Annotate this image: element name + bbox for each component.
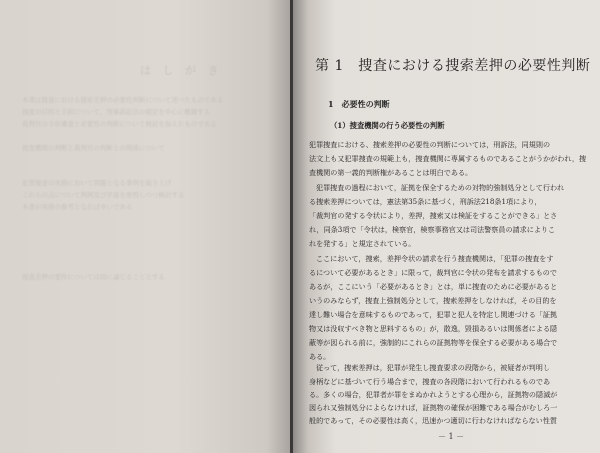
body-text-line: る。多くの場合，犯罪者が罪をまぬかれようとする心理から，証拠物の隠滅が [309,390,558,399]
chapter-title: 第 1 捜査における捜索差押の必要性判断 [315,58,591,74]
body-text-line: 従って，捜索差押は，犯罪が発生し捜査要求の段階から，被疑者が判明し [316,363,550,372]
ghost-text-line: 裁判官の令状審査と必要性の判断について検討を加えたものである [22,120,217,128]
body-text-line: 達し難い場合を意味するものであって，犯罪と犯人を特定し関連づける「証拠 [309,310,558,319]
body-text-line: ある。 [309,352,331,361]
left-page [0,0,290,453]
ghost-text-line: 本書が実務の参考となれば幸いである [22,203,133,211]
body-text-line: 犯罪捜査の過程において，証拠を保全するための対物的強制処分として行われ [316,183,565,192]
body-text-line: 犯罪捜査における、捜索差押の必要性の判断については，刑訴法，同規則の [309,140,551,149]
subsection-title: （1）捜査機関の行う必要性の判断 [330,121,445,130]
ghost-text-line: 本書は捜査における捜索差押の必要性判断について述べたものである [22,96,224,104]
ghost-text-line: 犯罪捜査の実務において問題となる事例を取り上げ [22,179,172,187]
body-text-line: 「裁判官の発する令状により，差押，捜索又は検証をすることができる」とさ [309,211,558,220]
preface-title-bleed: は し が き [140,64,223,77]
body-text-line: 法文上も又犯罪捜査の規範上も，捜査機関に専属するものであることがうかがわれ，捜 [309,154,587,163]
body-text-line: 蔽等が図られる前に，強制的にこれらの証拠物等を保全する必要がある場合で [309,338,558,347]
body-text-line: あるが，ここにいう「必要があるとき」とは，単に捜査のために必要があると [309,282,558,291]
body-text-line: 身柄などに基づいて行う場合まで，捜査の各段階において行われるものであ [309,377,551,386]
body-text-line: 査機関の第一義的判断権があることは明白である。 [309,168,473,177]
ghost-text-line: 捜査の目的と手続について、刑事訴訟法の規定を中心に概観する [22,108,211,116]
body-text-line: る捜索差押については，憲法第35条に基づく，刑訴法218条1項により， [309,197,542,206]
body-text-line: れを発する」と規定されている。 [309,239,416,248]
ghost-text-line: これらの点について判例及び学説を参照しつつ検討する [22,191,185,199]
page-number: － 1 － [438,432,465,441]
ghost-text-line: 捜査機関の判断と裁判官の判断との関係について [22,144,165,152]
body-text-line: 般的であって，その必要性は高く，迅速かつ適切に行わなければならない性質 [309,416,557,425]
body-text-line: 物又は没収すべき物と思料するもの」が，散逸，毀損あるいは関係者による隠 [309,324,558,333]
ghost-text-line: 捜査差押の要件については別に論じることとする [22,273,165,281]
body-text-line: 図られ又強制処分によらなければ，証拠物の確保が困難である場合がむしろ一 [309,403,558,412]
body-text-line: れ，同条3項で「令状は，検察官，検察事務官又は司法警察員の請求によりこ [309,225,556,234]
body-text-line: るについて必要があるとき」に限って，裁判官に令状の発布を請求するもので [309,268,557,277]
body-text-line: ここにおいて，捜索，差押令状の請求を行う捜査機関は，「犯罪の捜査をす [316,254,554,263]
section-title: 1 必要性の判断 [328,99,390,109]
body-text-line: いうのみならず，捜査上強制処分として，捜索差押をしなければ，その目的を [309,296,557,305]
